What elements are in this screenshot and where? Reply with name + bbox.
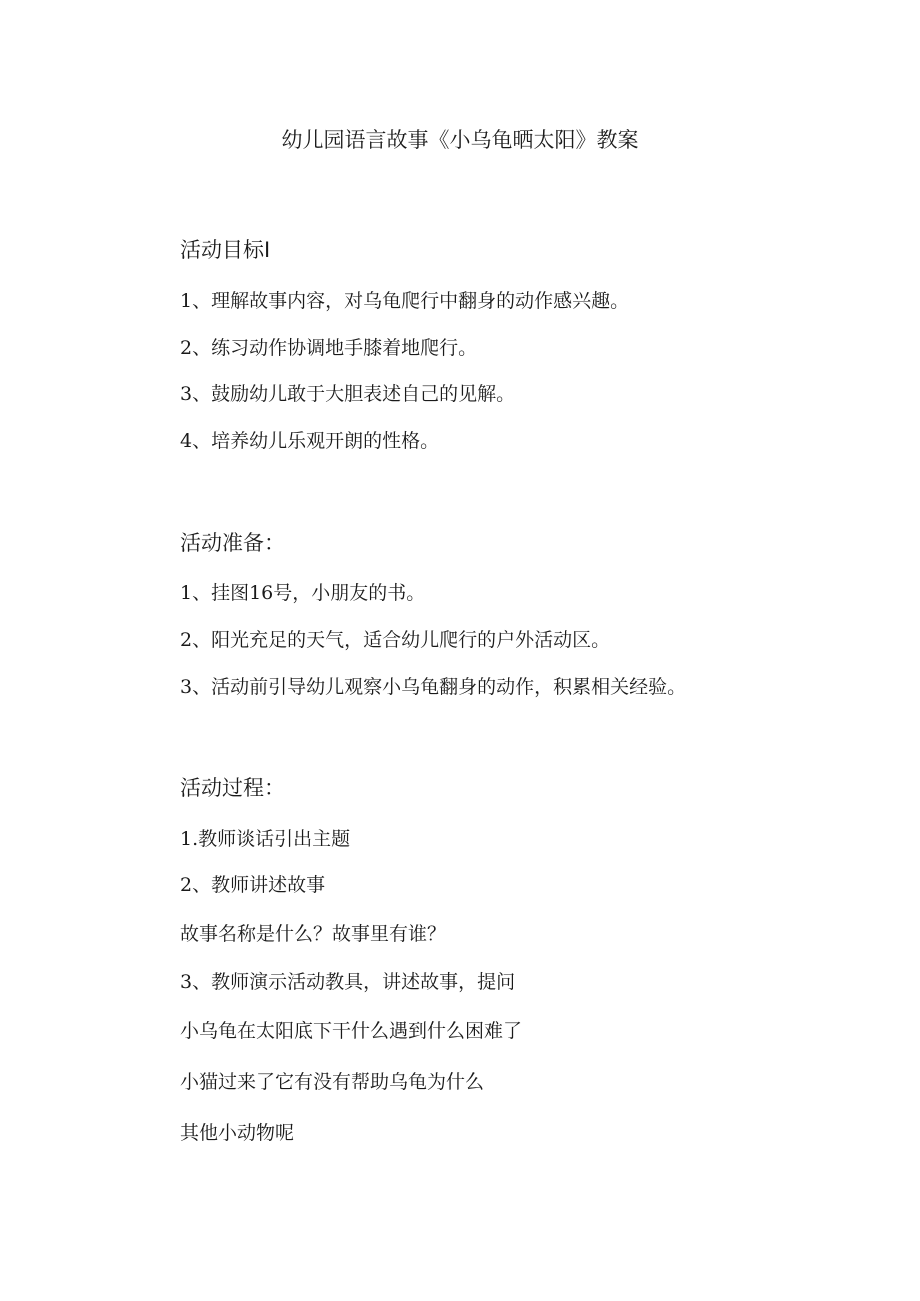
process-item: 其他小动物呢: [180, 1122, 295, 1144]
goal-item: 3、鼓励幼儿敢于大胆表述自己的见解。: [180, 383, 516, 405]
preparation-item: 2、阳光充足的天气，适合幼儿爬行的户外活动区。: [180, 629, 611, 651]
process-item: 2、教师讲述故事: [180, 874, 326, 896]
preparation-item: 1、挂图16号，小朋友的书。: [180, 582, 426, 604]
goal-item: 4、培养幼儿乐观开朗的性格。: [180, 430, 440, 452]
section-heading-preparation: 活动准备：: [180, 531, 285, 555]
section-heading-goals: 活动目标I: [180, 238, 271, 262]
process-item: 故事名称是什么？故事里有谁？: [180, 923, 447, 945]
preparation-item: 3、活动前引导幼儿观察小乌龟翻身的动作，积累相关经验。: [180, 676, 687, 698]
goal-item: 1、理解故事内容，对乌龟爬行中翻身的动作感兴趣。: [180, 290, 630, 312]
process-item: 小乌龟在太阳底下干什么遇到什么困难了: [180, 1020, 523, 1042]
process-item: 小猫过来了它有没有帮助乌龟为什么: [180, 1071, 485, 1093]
document-title: 幼儿园语言故事《小乌龟晒太阳》教案: [281, 128, 639, 152]
process-item: 1.教师谈话引出主题: [180, 828, 351, 850]
process-item: 3、教师演示活动教具，讲述故事，提问: [180, 971, 516, 993]
goal-item: 2、练习动作协调地手膝着地爬行。: [180, 337, 478, 359]
section-heading-process: 活动过程：: [180, 776, 285, 800]
